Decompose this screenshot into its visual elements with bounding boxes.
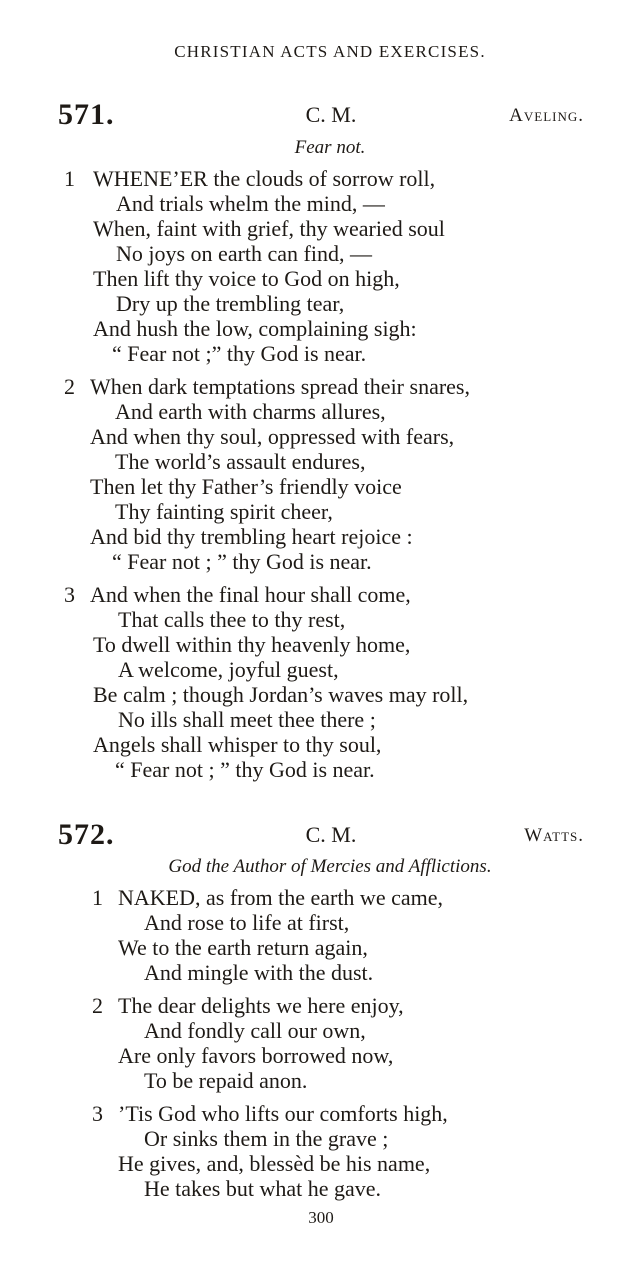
verse-line: NAKED, as from the earth we came, — [118, 885, 443, 910]
stanza-number: 3 — [64, 582, 75, 607]
verse-line: He gives, and, blessèd be his name, — [118, 1151, 431, 1176]
verse-line: No ills shall meet thee there ; — [118, 707, 376, 732]
verse-line: Angels shall whisper to thy soul, — [93, 732, 382, 757]
hymn-subtitle: God the Author of Mercies and Afflictions. — [168, 856, 492, 877]
hymn-header — [58, 818, 584, 852]
verse-line: ’Tis God who lifts our comforts high, — [118, 1101, 448, 1126]
verse-line: And earth with charms allures, — [115, 399, 386, 424]
verse-line: And when the final hour shall come, — [90, 582, 411, 607]
verse-line: And trials whelm the mind, — — [116, 191, 385, 216]
running-head: CHRISTIAN ACTS AND EXERCISES. — [174, 42, 486, 61]
stanza-number: 1 — [64, 166, 75, 191]
verse-line: Then lift thy voice to God on high, — [93, 266, 400, 291]
hymn-meter: C. M. — [305, 102, 357, 127]
hymn-meter: C. M. — [305, 822, 357, 847]
verse-line: And when thy soul, oppressed with fears, — [90, 424, 455, 449]
verse-line: Thy fainting spirit cheer, — [115, 499, 333, 524]
hymn-number: 572. — [58, 818, 115, 851]
hymn-tune: Watts. — [524, 825, 584, 846]
stanza-number: 2 — [64, 374, 75, 399]
verse-line: To be repaid anon. — [144, 1068, 308, 1093]
verse-line: The dear delights we here enjoy, — [118, 993, 404, 1018]
verse-line: We to the earth return again, — [118, 935, 368, 960]
verse-line: “ Fear not ; ” thy God is near. — [112, 549, 372, 574]
verse-line: He takes but what he gave. — [144, 1176, 382, 1201]
verse-line: And fondly call our own, — [144, 1018, 366, 1043]
stanza-number: 1 — [92, 885, 103, 910]
verse-line: Are only favors borrowed now, — [118, 1043, 394, 1068]
verse-line: WHENE’ER the clouds of sorrow roll, — [93, 166, 436, 191]
verse-line: Or sinks them in the grave ; — [144, 1126, 389, 1151]
hymn-header — [58, 98, 584, 132]
verse-line: Be calm ; though Jordan’s waves may roll, — [93, 682, 469, 707]
verse-line: No joys on earth can find, — — [116, 241, 372, 266]
verse-line: Then let thy Father’s friendly voice — [90, 474, 402, 499]
verse-line: The world’s assault endures, — [115, 449, 366, 474]
verse-line: And rose to life at first, — [144, 910, 350, 935]
stanza-number: 3 — [92, 1101, 103, 1126]
verse-line: When dark temptations spread their snares, — [90, 374, 470, 399]
verse-line: And bid thy trembling heart rejoice : — [90, 524, 413, 549]
hymn-number: 571. — [58, 98, 115, 131]
hymn-subtitle: Fear not. — [294, 137, 366, 158]
verse-line: That calls thee to thy rest, — [118, 607, 346, 632]
verse-line: Dry up the trembling tear, — [116, 291, 345, 316]
verse-line: And hush the low, complaining sigh: — [93, 316, 417, 341]
verse-line: “ Fear not ;” thy God is near. — [112, 341, 367, 366]
verse-line: When, faint with grief, thy wearied soul — [93, 216, 445, 241]
verse-line: A welcome, joyful guest, — [118, 657, 339, 682]
verse-line: To dwell within thy heavenly home, — [93, 632, 411, 657]
stanza-number: 2 — [92, 993, 103, 1018]
verse-line: And mingle with the dust. — [144, 960, 374, 985]
hymn-tune: Aveling. — [509, 105, 584, 126]
verse-line: “ Fear not ; ” thy God is near. — [115, 757, 375, 782]
page-number: 300 — [308, 1208, 334, 1227]
